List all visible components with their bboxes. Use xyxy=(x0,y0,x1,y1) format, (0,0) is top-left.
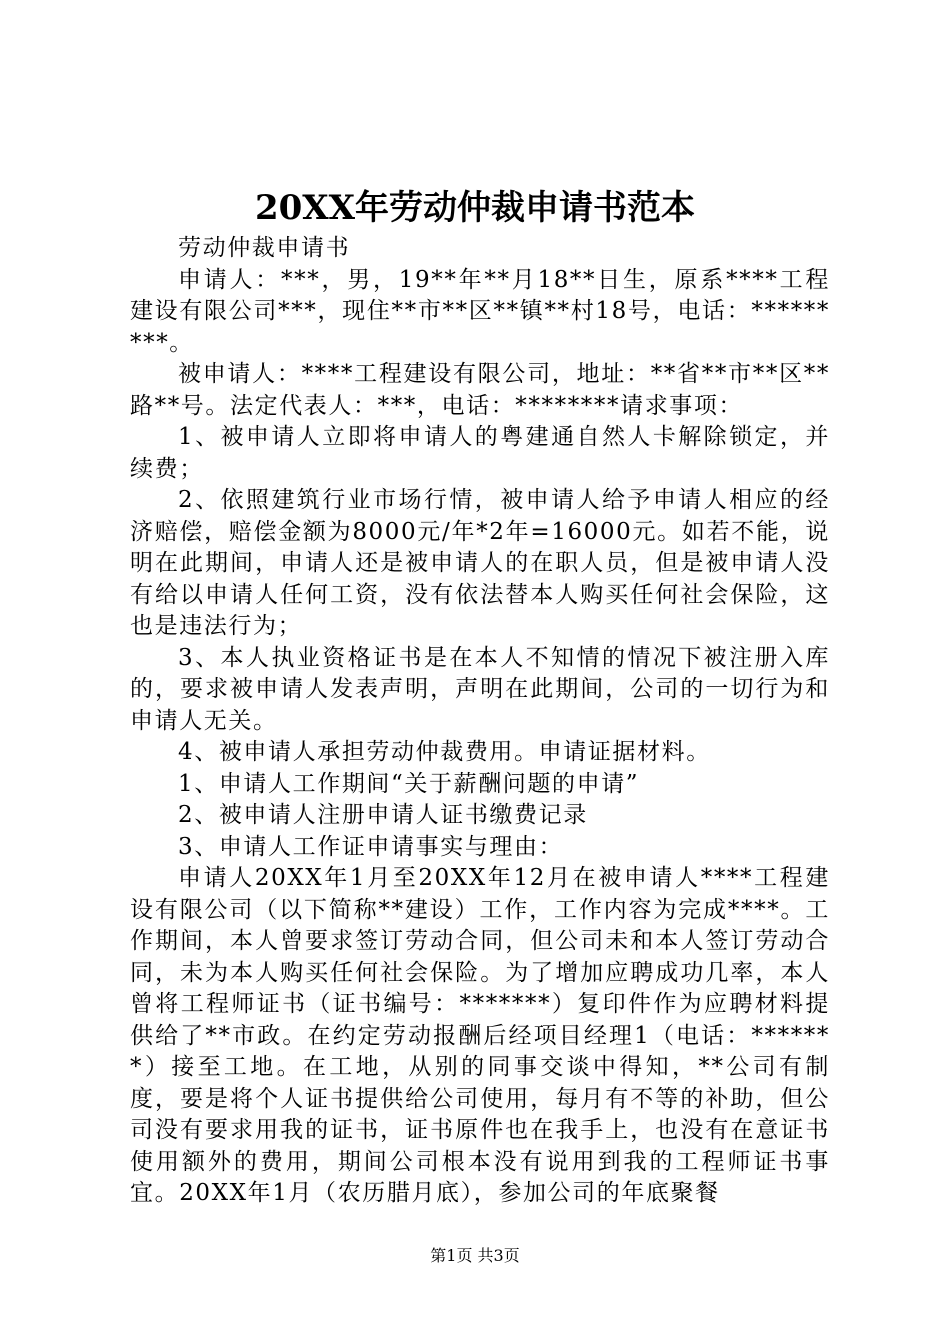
paragraph: 1、申请人工作期间“关于薪酬问题的申请” xyxy=(178,770,640,797)
paragraph: 被申请人：****工程建设有限公司，地址：**省**市**区**路**号。法定代表人：***，电话：********请求事项： xyxy=(130,361,830,419)
paragraph: 3、本人执业资格证书是在本人不知情的情况下被注册入库的，要求被申请人发表声明，声明在此期间，公司的一切行为和申请人无关。 xyxy=(130,644,830,734)
paragraph: 1、被申请人立即将申请人的粤建通自然人卡解除锁定，并续费； xyxy=(130,424,830,482)
paragraph: 劳动仲裁申请书 xyxy=(178,235,351,261)
paragraph: 申请人20XX年1月至20XX年12月在被申请人****工程建设有限公司（以下简称**建设）工作，工作内容为完成****。工作期间，本人曾要求签订劳动合同，但公司未和本人签订劳动合同，未为本人购买任何社会保险。为了增加应聘成功几率，本人曾将工程师证书（证书编号：*******）复印件作为应聘材料提供给了**市政。在约定劳动报酬后经项目经理1（电话：*******）接至工地。在工地，从别的同事交谈中得知，**公司有制度，要是将个人证书提供给公司使用，每月有不等的补助，但公司没有要求用我的证书，证书原件也在我手上，也没有在意证书使用额外的费用，期间公司根本没有说用到我的工程师证书事宜。20XX年1月（农历腊月底），参加公司的年底聚餐 xyxy=(130,865,830,1206)
paragraph: 申请人：***，男，19**年**月18**日生，原系****工程建设有限公司***，现住**市**区**镇**村18号，电话：*********。 xyxy=(130,266,830,356)
document-body xyxy=(130,233,830,1210)
paragraph: 2、依照建筑行业市场行情，被申请人给予申请人相应的经济赔偿，赔偿金额为8000元/年*2年=16000元。如若不能，说明在此期间，申请人还是被申请人的在职人员，但是被申请人没有给以申请人任何工资，没有依法替本人购买任何社会保险，这也是违法行为； xyxy=(130,487,830,639)
paragraph: 3、申请人工作证申请事实与理由： xyxy=(178,833,564,860)
document-title: 20XX年劳动仲裁申请书范本 xyxy=(254,188,696,228)
page-footer: 第1页 共3页 xyxy=(430,1246,520,1265)
paragraph: 2、被申请人注册申请人证书缴费记录 xyxy=(178,802,588,828)
paragraph: 4、被申请人承担劳动仲裁费用。申请证据材料。 xyxy=(178,739,711,765)
